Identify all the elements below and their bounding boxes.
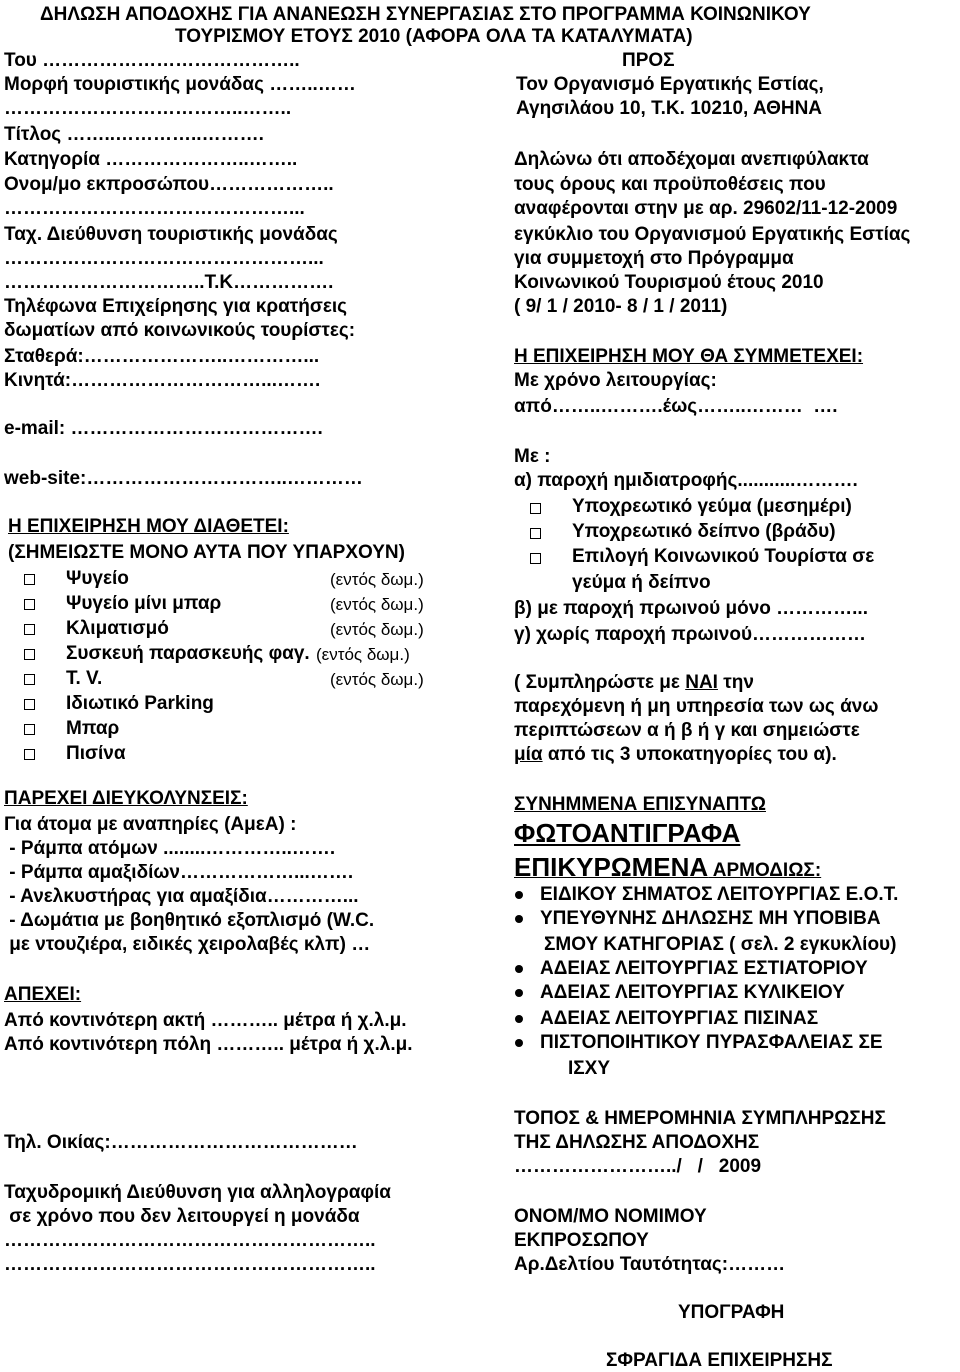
field-taxydromiki-1[interactable]: ………………………………………………….. (4, 1230, 376, 1251)
title-line-2: ΤΟΥΡΙΣΜΟΥ ΕΤΟΥΣ 2010 (ΑΦΟΡΑ ΟΛΑ ΤΑ ΚΑΤΑΛΥΜΑΤΑ) (175, 26, 693, 47)
epikyromena-heading: ΕΠΙΚΥΡΩΜΕΝΑ (514, 852, 709, 882)
meal-option-label-cont: γεύμα ή δείπνο (572, 572, 711, 593)
ypografi-label: ΥΠΟΓΡΑΦΗ (678, 1302, 785, 1323)
field-rampa-atomon[interactable]: - Ράμπα ατόμων ........…………..……. (4, 838, 336, 859)
me-label: Με : (514, 446, 551, 467)
diathetei-title: Η ΕΠΙΧΕΙΡΗΣΗ ΜΟΥ ΔΙΑΘΕΤΕΙ: (8, 516, 289, 537)
field-ar-deltiou[interactable]: Αρ.Δελτίου Ταυτότητας:……… (514, 1254, 786, 1275)
checkbox-icon[interactable] (24, 599, 35, 610)
dieukolynseis-title: ΠΑΡΕΧΕΙ ΔΙΕΥΚΟΛΥΝΣΕΙΣ: (4, 788, 248, 809)
attachment-item-cont: ΣΜΟΥ ΚΑΤΗΓΟΡΙΑΣ ( σελ. 2 εγκυκλίου) (544, 934, 897, 955)
amenity-note: (εντός δωμ.) (330, 670, 424, 689)
checkbox-icon[interactable] (530, 528, 541, 539)
symplirose-line-2: παρεχόμενη ή μη υπηρεσία των ως άνω (514, 696, 879, 717)
diathetei-note: (ΣΗΜΕΙΩΣΤΕ ΜΟΝΟ ΑΥΤΑ ΠΟΥ ΥΠΑΡΧΟΥΝ) (8, 542, 405, 563)
field-morfi-dots[interactable]: ………………………………..…….. (4, 98, 292, 119)
checkbox-icon[interactable] (530, 553, 541, 564)
ekprosopou-label: ΕΚΠΡΟΣΩΠΟΥ (514, 1230, 649, 1251)
field-b-proino[interactable]: β) με παροχή πρωινού μόνο …………... (514, 598, 868, 619)
amenity-note: (εντός δωμ.) (316, 645, 410, 664)
meal-option-label: Υποχρεωτικό δείπνο (βράδυ) (572, 521, 836, 542)
attachment-item-cont: ΙΣΧΥ (568, 1058, 611, 1079)
bullet-icon (515, 989, 523, 997)
field-kinita[interactable]: Κινητά:…………………………...……. (4, 370, 321, 391)
amea-label: Για άτομα με αναπηρίες (ΑμεΑ) : (4, 814, 297, 835)
field-g-xoris[interactable]: γ) χωρίς παροχή πρωινού……………… (514, 624, 867, 645)
nai-word: ΝΑΙ (685, 672, 718, 693)
amenity-label: Κλιματισμό (66, 618, 169, 639)
field-rampa-amaxidion[interactable]: - Ράμπα αμαξιδίων………………...……. (4, 862, 354, 883)
amenity-label: Συσκευή παρασκευής φαγ. (66, 643, 310, 664)
declaration-line-4: εγκύκλιο του Οργανισμού Εργατικής Εστίας (514, 224, 911, 245)
field-tou[interactable]: Του ………………………………….. (4, 50, 300, 71)
field-anelkystiras[interactable]: - Ανελκυστήρας για αμαξίδια…………... (4, 886, 359, 907)
field-a-hmidiatrofi[interactable]: α) παροχή ημιδιατροφής...........………. (514, 470, 858, 491)
phones-label-2: δωματίων από κοινωνικούς τουρίστες: (4, 320, 356, 341)
pros-label: ΠΡΟΣ (622, 50, 675, 71)
amenity-label: Ψυγείο μίνι μπαρ (66, 593, 222, 614)
field-date[interactable]: ……………………../ / 2009 (514, 1156, 762, 1177)
field-stathera[interactable]: Σταθερά:…………………..…………... (4, 346, 320, 367)
checkbox-icon[interactable] (24, 674, 35, 685)
apexei-title: ΑΠΕΧΕΙ: (4, 984, 82, 1005)
phones-label-1: Τηλέφωνα Επιχείρησης για κρατήσεις (4, 296, 348, 317)
taxydromiki-label-2: σε χρόνο που δεν λειτουργεί η μονάδα (4, 1206, 360, 1227)
synimmena-title: ΣΥΝΗΜΜΕΝΑ ΕΠΙΣΥΝΑΠΤΩ (514, 794, 766, 815)
attachment-item: ΑΔΕΙΑΣ ΛΕΙΤΟΥΡΓΙΑΣ ΠΙΣΙΝΑΣ (540, 1008, 819, 1029)
field-onom-dots[interactable]: ………………………………………... (4, 198, 305, 219)
amenity-note: (εντός δωμ.) (330, 570, 424, 589)
declaration-line-2: τους όρους και προϋποθέσεις που (514, 174, 826, 195)
field-apo-akti[interactable]: Από κοντινότερη ακτή ……….. μέτρα ή χ.λ.μ. (4, 1010, 407, 1031)
attachment-item: ΑΔΕΙΑΣ ΛΕΙΤΟΥΡΓΙΑΣ ΕΣΤΙΑΤΟΡΙΟΥ (540, 958, 868, 979)
amenity-note: (εντός δωμ.) (330, 620, 424, 639)
attachment-item: ΠΙΣΤΟΠΟΙΗΤΙΚΟΥ ΠΥΡΑΣΦΑΛΕΙΑΣ ΣΕ (540, 1032, 883, 1053)
field-titlos[interactable]: Τίτλος ……..…………..………. (4, 124, 264, 145)
attachment-item: ΥΠΕΥΘΥΝΗΣ ΔΗΛΩΣΗΣ ΜΗ ΥΠΟΒΙΒΑ (540, 908, 881, 929)
symplirose-text-end: την (717, 672, 754, 693)
field-tax-dots[interactable]: …………………………………………... (4, 248, 324, 269)
topos-line-1: ΤΟΠΟΣ & ΗΜΕΡΟΜΗΝΙΑ ΣΥΜΠΛΗΡΩΣΗΣ (514, 1108, 886, 1129)
amenity-label: Ιδιωτικό Parking (66, 693, 214, 714)
field-onomateponymo[interactable]: Ονομ/μο εκπροσώπου……………….. (4, 174, 334, 195)
checkbox-icon[interactable] (24, 749, 35, 760)
field-ntouziera[interactable]: με ντουζιέρα, ειδικές χειρολαβές κλπ) … (4, 934, 371, 955)
onom-nomimou-label: ΟΝΟΜ/ΜΟ ΝΟΜΙΜΟΥ (514, 1206, 707, 1227)
checkbox-icon[interactable] (24, 649, 35, 660)
field-tk[interactable]: …………………………..Τ.Κ……………. (4, 272, 334, 293)
meal-option-label: Επιλογή Κοινωνικού Τουρίστα σε (572, 546, 875, 567)
declaration-line-7: ( 9/ 1 / 2010- 8 / 1 / 2011) (514, 296, 728, 317)
declaration-line-6: Κοινωνικού Τουρισμού έτους 2010 (514, 272, 824, 293)
epikyromena-line (514, 852, 821, 882)
field-katigoria[interactable]: Κατηγορία …………………..…….. (4, 149, 298, 170)
title-line-1: ΔΗΛΩΣΗ ΑΠΟΔΟΧΗΣ ΓΙΑ ΑΝΑΝΕΩΣΗ ΣΥΝΕΡΓΑΣΙΑΣ ΣΤΟ ΠΡΟΓΡΑΜΜΑ ΚΟΙΝΩΝΙΚΟΥ (40, 4, 811, 25)
checkbox-icon[interactable] (24, 574, 35, 585)
meal-option-label: Υποχρεωτικό γεύμα (μεσημέρι) (572, 496, 852, 517)
amenity-label: Πισίνα (66, 743, 126, 764)
attachment-item: ΕΙΔΙΚΟΥ ΣΗΜΑΤΟΣ ΛΕΙΤΟΥΡΓΙΑΣ Ε.Ο.Τ. (540, 884, 899, 905)
declaration-line-5: για συμμετοχή στο Πρόγραμμα (514, 248, 794, 269)
field-til-oikias[interactable]: Τηλ. Οικίας:………………………………… (4, 1132, 358, 1153)
declaration-line-1: Δηλώνω ότι αποδέχομαι ανεπιφύλακτα (514, 149, 869, 170)
field-taxydromiki-2[interactable]: ………………………………………………….. (4, 1254, 376, 1275)
checkbox-icon[interactable] (530, 503, 541, 514)
attachment-item: ΑΔΕΙΑΣ ΛΕΙΤΟΥΡΓΙΑΣ ΚΥΛΙΚΕΙΟΥ (540, 982, 845, 1003)
recipient-line-1: Τον Οργανισμό Εργατικής Εστίας, (516, 74, 824, 95)
field-apo-eos[interactable]: από……..……….έως……..……… …. (514, 396, 838, 417)
topos-line-2: ΤΗΣ ΔΗΛΩΣΗΣ ΑΠΟΔΟΧΗΣ (514, 1132, 760, 1153)
sfragida-label: ΣΦΡΑΓΙΔΑ ΕΠΙΧΕΙΡΗΣΗΣ (606, 1350, 833, 1371)
amenity-note: (εντός δωμ.) (330, 595, 424, 614)
bullet-icon (515, 915, 523, 923)
symplirose-line-4 (514, 744, 837, 766)
amenity-label: Μπαρ (66, 718, 120, 739)
mia-word: μία (514, 744, 543, 765)
bullet-icon (515, 1039, 523, 1047)
amenity-label: T. V. (66, 668, 103, 689)
bullet-icon (515, 1015, 523, 1023)
field-apo-poli[interactable]: Από κοντινότερη πόλη ……….. μέτρα ή χ.λ.μ. (4, 1034, 413, 1055)
armodios-label: ΑΡΜΟΔΙΩΣ: (708, 860, 822, 881)
recipient-line-2: Αγησιλάου 10, Τ.Κ. 10210, ΑΘΗΝΑ (516, 98, 823, 119)
fotoantigrafa-heading: ΦΩΤΟΑΝΤΙΓΡΑΦΑ (514, 818, 741, 848)
xronos-label: Με χρόνο λειτουργίας: (514, 370, 717, 391)
amenity-label: Ψυγείο (66, 568, 129, 589)
symplirose-line-1 (514, 672, 754, 694)
symplirose-text: ( Συμπληρώστε με (514, 672, 686, 693)
symmetexei-title: Η ΕΠΙΧΕΙΡΗΣΗ ΜΟΥ ΘΑ ΣΥΜΜΕΤΕΧΕΙ: (514, 346, 864, 367)
field-morfi[interactable]: Μορφή τουριστικής μονάδας ……..…… (4, 74, 356, 95)
taxydromiki-label-1: Ταχυδρομική Διεύθυνση για αλληλογραφία (4, 1182, 391, 1203)
symplirose-text-4: από τις 3 υποκατηγορίες του α). (542, 744, 837, 765)
checkbox-icon[interactable] (24, 724, 35, 735)
bullet-icon (515, 965, 523, 973)
field-tax-dieuthynsi: Ταχ. Διεύθυνση τουριστικής μονάδας (4, 224, 338, 245)
field-email[interactable]: e-mail: …………………………………. (4, 418, 323, 439)
symplirose-line-3: περιπτώσεων α ή β ή γ και σημειώστε (514, 720, 860, 741)
bullet-icon (515, 891, 523, 899)
field-domatia-voithitiko[interactable]: - Δωμάτια με βοηθητικό εξοπλισμό (W.C. (4, 910, 375, 931)
declaration-line-3: αναφέρονται στην με αρ. 29602/11-12-2009 (514, 198, 898, 219)
checkbox-icon[interactable] (24, 699, 35, 710)
checkbox-icon[interactable] (24, 624, 35, 635)
field-website[interactable]: web-site:…………………………..………… (4, 468, 363, 489)
